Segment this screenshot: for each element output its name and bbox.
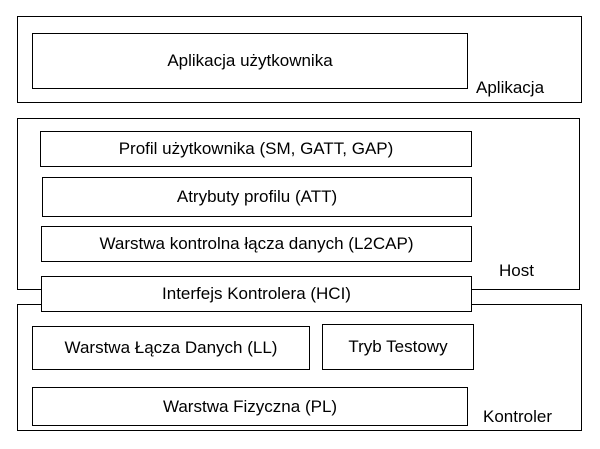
user-profile-block: Profil użytkownika (SM, GATT, GAP) [40, 131, 472, 167]
l2cap-block: Warstwa kontrolna łącza danych (L2CAP) [41, 226, 472, 262]
hci-block: Interfejs Kontrolera (HCI) [41, 276, 472, 312]
physical-layer-block: Warstwa Fizyczna (PL) [32, 387, 468, 426]
test-mode-block: Tryb Testowy [322, 324, 474, 370]
link-layer-block: Warstwa Łącza Danych (LL) [32, 326, 310, 370]
user-application-block: Aplikacja użytkownika [32, 33, 468, 89]
controller-layer-label: Kontroler [483, 407, 552, 426]
profile-attributes-block: Atrybuty profilu (ATT) [42, 177, 472, 217]
host-layer-label: Host [499, 261, 534, 280]
application-layer-label: Aplikacja [476, 78, 545, 97]
